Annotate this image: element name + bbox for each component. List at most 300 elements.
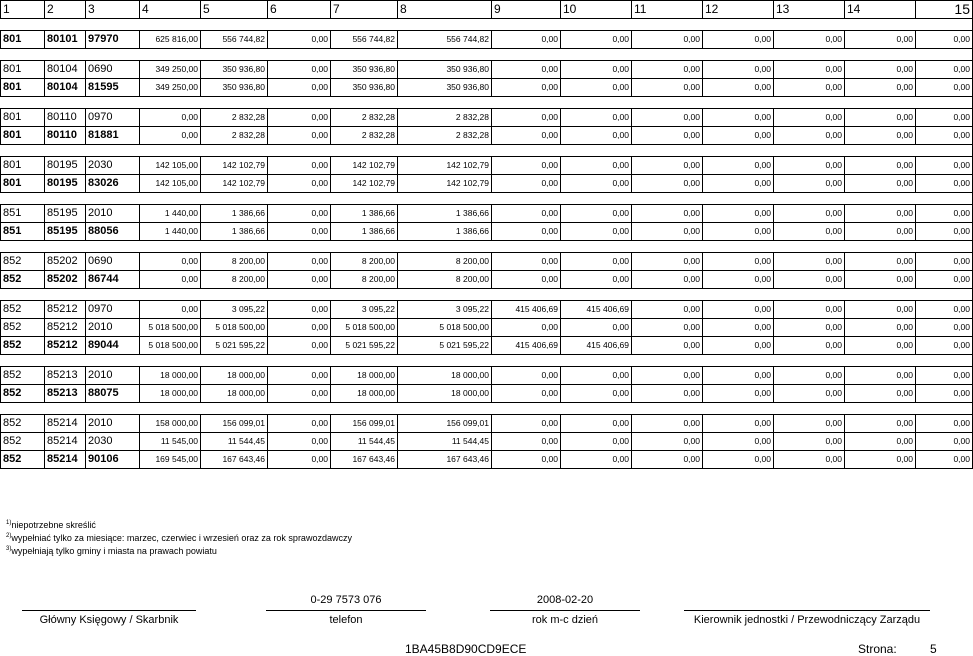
- table-cell: 80101: [45, 31, 86, 49]
- table-cell: 801: [1, 127, 45, 145]
- table-row: [1, 367, 973, 385]
- column-number: 13: [774, 1, 845, 19]
- table-cell: 0,00: [632, 61, 703, 79]
- table-cell: 0,00: [140, 301, 201, 319]
- column-number: 14: [845, 1, 916, 19]
- table-cell: 415 406,69: [492, 301, 561, 319]
- table-cell: 0,00: [703, 337, 774, 355]
- table-cell: 0,00: [268, 433, 331, 451]
- column-number: 11: [632, 1, 703, 19]
- table-cell: 169 545,00: [140, 451, 201, 469]
- table-cell: 167 643,46: [331, 451, 398, 469]
- table-cell: 0,00: [703, 157, 774, 175]
- table-cell: 625 816,00: [140, 31, 201, 49]
- table-cell: 2 832,28: [398, 109, 492, 127]
- table-cell: 158 000,00: [140, 415, 201, 433]
- chief-accountant-label: Główny Księgowy / Skarbnik: [39, 614, 179, 626]
- table-cell: 0,00: [561, 157, 632, 175]
- table-cell: 2010: [86, 367, 140, 385]
- table-cell: 0,00: [492, 271, 561, 289]
- table-cell: 349 250,00: [140, 79, 201, 97]
- table-cell: 80195: [45, 157, 86, 175]
- table-row-subtotal: [1, 451, 973, 469]
- table-cell: 0,00: [492, 367, 561, 385]
- table-cell: 801: [1, 61, 45, 79]
- table-cell: 5 018 500,00: [331, 319, 398, 337]
- table-cell: 5 018 500,00: [201, 319, 268, 337]
- table-cell: 156 099,01: [331, 415, 398, 433]
- table-cell: 852: [1, 301, 45, 319]
- table-cell: 0,00: [492, 157, 561, 175]
- table-cell: 0,00: [703, 271, 774, 289]
- table-cell: 8 200,00: [398, 253, 492, 271]
- table-cell: 1 386,66: [201, 223, 268, 241]
- table-cell: 85202: [45, 253, 86, 271]
- table-cell: 142 102,79: [201, 157, 268, 175]
- column-number: 8: [398, 1, 492, 19]
- table-cell: 852: [1, 385, 45, 403]
- table-row-subtotal: [1, 271, 973, 289]
- table-cell: 85212: [45, 337, 86, 355]
- table-cell: 85213: [45, 385, 86, 403]
- table-cell: 1 386,66: [331, 223, 398, 241]
- table-cell: 0,00: [845, 451, 916, 469]
- phone-value: 0-29 7573 076: [310, 594, 382, 606]
- table-cell: 801: [1, 109, 45, 127]
- phone-field: [266, 594, 426, 626]
- table-cell: 0,00: [703, 253, 774, 271]
- table-cell: 0,00: [703, 79, 774, 97]
- page-label: Strona:: [858, 642, 897, 656]
- table-cell: 0,00: [703, 433, 774, 451]
- header-row: [1, 1, 973, 19]
- table-cell: 0,00: [845, 127, 916, 145]
- table-cell: 167 643,46: [398, 451, 492, 469]
- table-cell: 18 000,00: [140, 367, 201, 385]
- column-number: 4: [140, 1, 201, 19]
- table-cell: 0,00: [492, 79, 561, 97]
- table-cell: 0,00: [916, 385, 973, 403]
- table-cell: 0,00: [774, 223, 845, 241]
- table-cell: 8 200,00: [331, 271, 398, 289]
- table-cell: 801: [1, 175, 45, 193]
- table-cell: 0,00: [703, 223, 774, 241]
- column-number: 15: [916, 1, 973, 19]
- table-row: [1, 253, 973, 271]
- table-cell: 2030: [86, 433, 140, 451]
- table-cell: 86744: [86, 271, 140, 289]
- table-cell: 852: [1, 253, 45, 271]
- table-cell: 156 099,01: [201, 415, 268, 433]
- table-cell: 0,00: [774, 79, 845, 97]
- table-cell: 0,00: [632, 175, 703, 193]
- table-cell: 0,00: [703, 175, 774, 193]
- table-cell: 852: [1, 319, 45, 337]
- table-cell: 0,00: [268, 61, 331, 79]
- table-cell: 0,00: [492, 31, 561, 49]
- table-cell: 0,00: [561, 271, 632, 289]
- table-cell: 0,00: [561, 109, 632, 127]
- table-cell: 0,00: [140, 271, 201, 289]
- head-label: Kierownik jednostki / Przewodniczący Zarządu: [693, 614, 921, 626]
- table-cell: 8 200,00: [201, 271, 268, 289]
- table-cell: 85195: [45, 223, 86, 241]
- table-cell: 0,00: [492, 127, 561, 145]
- table-cell: 3 095,22: [201, 301, 268, 319]
- table-cell: 142 102,79: [331, 175, 398, 193]
- table-cell: 0,00: [561, 205, 632, 223]
- table-cell: 5 018 500,00: [398, 319, 492, 337]
- table-cell: 0,00: [774, 31, 845, 49]
- table-cell: 0,00: [916, 175, 973, 193]
- table-cell: 81881: [86, 127, 140, 145]
- table-cell: 350 936,80: [331, 79, 398, 97]
- table-cell: 0,00: [268, 205, 331, 223]
- table-cell: 8 200,00: [398, 271, 492, 289]
- table-cell: 0,00: [632, 301, 703, 319]
- table-cell: 0,00: [492, 205, 561, 223]
- table-cell: 852: [1, 271, 45, 289]
- table-cell: 350 936,80: [331, 61, 398, 79]
- table-cell: 142 105,00: [140, 157, 201, 175]
- column-number: 3: [86, 1, 140, 19]
- table-cell: 85212: [45, 319, 86, 337]
- table-cell: 0,00: [703, 367, 774, 385]
- table-cell: 18 000,00: [331, 367, 398, 385]
- group-separator: [1, 241, 973, 253]
- table-cell: 0,00: [492, 175, 561, 193]
- table-cell: 0,00: [845, 319, 916, 337]
- table-cell: 11 545,00: [140, 433, 201, 451]
- table-cell: 0,00: [845, 205, 916, 223]
- group-separator: [1, 49, 973, 61]
- table-cell: 2010: [86, 205, 140, 223]
- table-cell: 156 099,01: [398, 415, 492, 433]
- table-cell: 852: [1, 415, 45, 433]
- table-cell: 0,00: [774, 61, 845, 79]
- table-cell: 0,00: [916, 367, 973, 385]
- table-cell: 0,00: [774, 157, 845, 175]
- table-cell: 0,00: [140, 253, 201, 271]
- table-cell: 18 000,00: [201, 367, 268, 385]
- table-cell: 2030: [86, 157, 140, 175]
- table-cell: 0,00: [774, 451, 845, 469]
- table-cell: 0,00: [561, 433, 632, 451]
- table-cell: 852: [1, 451, 45, 469]
- table-cell: 85202: [45, 271, 86, 289]
- table-cell: 0,00: [774, 319, 845, 337]
- table-cell: 0,00: [561, 223, 632, 241]
- table-cell: 5 018 500,00: [140, 337, 201, 355]
- table-cell: 0,00: [916, 127, 973, 145]
- table-cell: 0,00: [774, 127, 845, 145]
- table-cell: 0,00: [632, 205, 703, 223]
- table-row-subtotal: [1, 31, 973, 49]
- table-cell: 0,00: [268, 223, 331, 241]
- table-cell: 0,00: [632, 127, 703, 145]
- table-cell: 142 105,00: [140, 175, 201, 193]
- table-cell: 80104: [45, 79, 86, 97]
- table-cell: 0690: [86, 253, 140, 271]
- document-code: 1BA45B8D90CD9ECE: [405, 642, 527, 656]
- group-separator: [1, 193, 973, 205]
- table-cell: 0,00: [492, 451, 561, 469]
- table-cell: 350 936,80: [201, 61, 268, 79]
- table-cell: 0,00: [492, 109, 561, 127]
- table-cell: 0,00: [561, 175, 632, 193]
- table-cell: 0,00: [632, 79, 703, 97]
- table-cell: 0,00: [845, 175, 916, 193]
- table-cell: 851: [1, 223, 45, 241]
- table-cell: 0,00: [492, 319, 561, 337]
- group-separator: [1, 289, 973, 301]
- table-cell: 1 386,66: [398, 205, 492, 223]
- table-cell: 2010: [86, 319, 140, 337]
- table-cell: 801: [1, 157, 45, 175]
- table-cell: 83026: [86, 175, 140, 193]
- table-cell: 0,00: [845, 253, 916, 271]
- group-separator: [1, 403, 973, 415]
- table-cell: 0,00: [561, 253, 632, 271]
- table-cell: 142 102,79: [398, 157, 492, 175]
- table-cell: 851: [1, 205, 45, 223]
- table-cell: 80195: [45, 175, 86, 193]
- table-cell: 0,00: [632, 253, 703, 271]
- column-number: 7: [331, 1, 398, 19]
- table-cell: 0,00: [632, 451, 703, 469]
- table-cell: 801: [1, 79, 45, 97]
- table-cell: 11 544,45: [398, 433, 492, 451]
- table-cell: 0,00: [774, 415, 845, 433]
- table-cell: 5 021 595,22: [331, 337, 398, 355]
- table-cell: 85214: [45, 451, 86, 469]
- table-cell: 5 021 595,22: [201, 337, 268, 355]
- table-cell: 3 095,22: [398, 301, 492, 319]
- table-cell: 0,00: [703, 385, 774, 403]
- table-row-subtotal: [1, 175, 973, 193]
- table-cell: 1 386,66: [331, 205, 398, 223]
- group-separator: [1, 97, 973, 109]
- table-cell: 0,00: [561, 31, 632, 49]
- group-separator: [1, 355, 973, 367]
- table-cell: 0,00: [774, 385, 845, 403]
- table-cell: 0,00: [268, 79, 331, 97]
- table-cell: 852: [1, 367, 45, 385]
- table-cell: 0,00: [561, 367, 632, 385]
- table-cell: 0,00: [140, 109, 201, 127]
- table-cell: 0,00: [268, 367, 331, 385]
- table-cell: 142 102,79: [398, 175, 492, 193]
- column-number: 5: [201, 1, 268, 19]
- table-cell: 0,00: [845, 109, 916, 127]
- table-cell: 167 643,46: [201, 451, 268, 469]
- table-cell: 415 406,69: [492, 337, 561, 355]
- table-row-subtotal: [1, 385, 973, 403]
- page-number: 5: [930, 642, 937, 656]
- table-cell: 0,00: [845, 223, 916, 241]
- table-cell: 0,00: [916, 433, 973, 451]
- table-cell: 80110: [45, 127, 86, 145]
- table-cell: 0,00: [268, 271, 331, 289]
- table-cell: 0,00: [492, 253, 561, 271]
- table-cell: 0,00: [268, 301, 331, 319]
- table-cell: 350 936,80: [398, 61, 492, 79]
- table-cell: 0,00: [632, 271, 703, 289]
- table-cell: 0,00: [774, 301, 845, 319]
- table-cell: 0,00: [492, 61, 561, 79]
- table-cell: 0,00: [632, 109, 703, 127]
- table-cell: 0,00: [268, 175, 331, 193]
- table-cell: 0,00: [703, 205, 774, 223]
- table-cell: 2010: [86, 415, 140, 433]
- table-cell: 0,00: [268, 109, 331, 127]
- table-row: [1, 157, 973, 175]
- table-cell: 0,00: [561, 79, 632, 97]
- table-cell: 18 000,00: [331, 385, 398, 403]
- footnotes: [6, 518, 352, 557]
- table-row-subtotal: [1, 337, 973, 355]
- table-cell: 18 000,00: [398, 367, 492, 385]
- table-cell: 0,00: [916, 205, 973, 223]
- table-cell: 0,00: [268, 385, 331, 403]
- table-cell: 88075: [86, 385, 140, 403]
- table-cell: 0,00: [561, 415, 632, 433]
- footnote-1: $^{1)}$niepotrzebne skreślić: [6, 520, 96, 530]
- table-cell: 0970: [86, 109, 140, 127]
- column-number: 10: [561, 1, 632, 19]
- table-cell: 0,00: [268, 451, 331, 469]
- table-cell: 0,00: [268, 157, 331, 175]
- table-cell: 0,00: [703, 127, 774, 145]
- table-cell: 2 832,28: [398, 127, 492, 145]
- table-cell: 0,00: [268, 337, 331, 355]
- table-cell: 0,00: [916, 61, 973, 79]
- table-cell: 0,00: [845, 301, 916, 319]
- table-cell: 142 102,79: [331, 157, 398, 175]
- table-cell: 0,00: [774, 109, 845, 127]
- table-cell: 0,00: [916, 79, 973, 97]
- column-number: 2: [45, 1, 86, 19]
- table-cell: 0,00: [632, 367, 703, 385]
- table-cell: 1 386,66: [201, 205, 268, 223]
- table-row: [1, 415, 973, 433]
- table-cell: 142 102,79: [201, 175, 268, 193]
- table-row: [1, 205, 973, 223]
- table-cell: 0,00: [561, 451, 632, 469]
- table-cell: 0970: [86, 301, 140, 319]
- table-cell: 0,00: [774, 367, 845, 385]
- table-cell: 0,00: [632, 223, 703, 241]
- table-cell: 3 095,22: [331, 301, 398, 319]
- table-row: [1, 109, 973, 127]
- table-cell: 0,00: [492, 433, 561, 451]
- table-cell: 0,00: [703, 301, 774, 319]
- column-number: 1: [1, 1, 45, 19]
- table-cell: 5 021 595,22: [398, 337, 492, 355]
- table-row: [1, 433, 973, 451]
- table-cell: 0,00: [268, 127, 331, 145]
- date-field: [490, 594, 640, 626]
- table-cell: 0,00: [916, 337, 973, 355]
- table-row-subtotal: [1, 79, 973, 97]
- table-cell: 0,00: [916, 451, 973, 469]
- table-cell: 0,00: [561, 61, 632, 79]
- table-cell: 88056: [86, 223, 140, 241]
- table-cell: 18 000,00: [398, 385, 492, 403]
- table-cell: 18 000,00: [201, 385, 268, 403]
- table-cell: 0,00: [845, 415, 916, 433]
- table-cell: 415 406,69: [561, 301, 632, 319]
- table-cell: 0,00: [140, 127, 201, 145]
- table-cell: 0,00: [561, 127, 632, 145]
- table-cell: 852: [1, 433, 45, 451]
- table-cell: 0,00: [632, 433, 703, 451]
- table-row-subtotal: [1, 127, 973, 145]
- table-cell: 0,00: [703, 415, 774, 433]
- table-cell: 0,00: [632, 31, 703, 49]
- table-cell: 0,00: [916, 415, 973, 433]
- table-row: [1, 61, 973, 79]
- table-cell: 0,00: [703, 109, 774, 127]
- chief-accountant-signature: [22, 594, 196, 626]
- date-label: rok m-c dzień: [531, 614, 599, 626]
- table-cell: 0,00: [632, 319, 703, 337]
- table-cell: 0,00: [845, 31, 916, 49]
- table-cell: 0,00: [845, 157, 916, 175]
- table-cell: 0,00: [845, 367, 916, 385]
- group-separator: [1, 19, 973, 31]
- column-number: 9: [492, 1, 561, 19]
- table-cell: 85214: [45, 415, 86, 433]
- table-cell: 0,00: [703, 451, 774, 469]
- table-cell: 0,00: [774, 433, 845, 451]
- table-cell: 1 386,66: [398, 223, 492, 241]
- column-number: 12: [703, 1, 774, 19]
- table-cell: 0,00: [632, 385, 703, 403]
- table-cell: 2 832,28: [201, 109, 268, 127]
- table-cell: 18 000,00: [140, 385, 201, 403]
- table-cell: 0,00: [632, 415, 703, 433]
- group-separator: [1, 145, 973, 157]
- table-cell: 0,00: [845, 385, 916, 403]
- table-cell: 0,00: [632, 337, 703, 355]
- table-cell: 2 832,28: [331, 109, 398, 127]
- table-cell: 85195: [45, 205, 86, 223]
- table-cell: 89044: [86, 337, 140, 355]
- table-cell: 8 200,00: [331, 253, 398, 271]
- table-cell: 0690: [86, 61, 140, 79]
- table-cell: 81595: [86, 79, 140, 97]
- table-cell: 0,00: [916, 109, 973, 127]
- table-cell: 0,00: [916, 271, 973, 289]
- table-row: [1, 319, 973, 337]
- table-cell: 2 832,28: [331, 127, 398, 145]
- table-cell: 0,00: [492, 415, 561, 433]
- table-cell: 0,00: [492, 223, 561, 241]
- table-cell: 0,00: [561, 385, 632, 403]
- table-cell: 85214: [45, 433, 86, 451]
- table-cell: 349 250,00: [140, 61, 201, 79]
- table-cell: 0,00: [632, 157, 703, 175]
- table-cell: 0,00: [845, 337, 916, 355]
- table-cell: 0,00: [268, 253, 331, 271]
- table-cell: 0,00: [268, 319, 331, 337]
- footnote-3: $^{3)}$wypełniają tylko gminy i miasta na prawach powiatu: [6, 546, 217, 556]
- table-cell: 556 744,82: [201, 31, 268, 49]
- date-value: 2008-02-20: [536, 594, 594, 606]
- table-cell: 0,00: [774, 271, 845, 289]
- table-row-subtotal: [1, 223, 973, 241]
